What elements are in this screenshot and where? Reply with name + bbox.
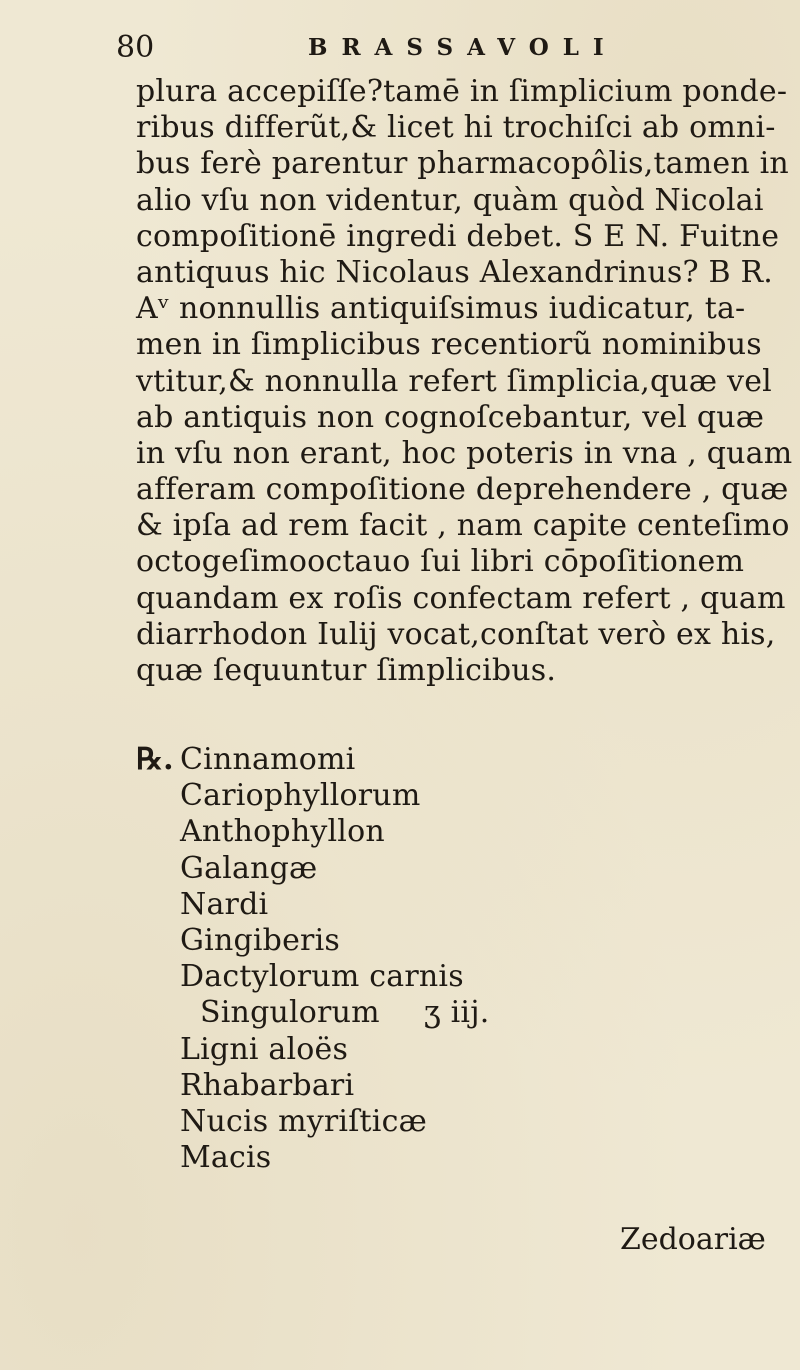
recipe-symbol: ℞.	[136, 742, 174, 777]
recipe-ingredient: Gingiberis	[180, 922, 340, 958]
recipe-ingredient: Ligni aloës	[180, 1031, 349, 1067]
text-line: quandam ex roſis confectam refert , quam	[136, 580, 786, 616]
text-line: alio vſu non videntur, quàm quòd Nicolai	[136, 182, 764, 218]
text-line: quæ ſequuntur ſimplicibus.	[136, 653, 557, 688]
recipe-quantity-line	[136, 995, 636, 1031]
recipe-ingredient: Nucis myriſticæ	[180, 1103, 427, 1139]
recipe-ingredient: Rhabarbari	[180, 1067, 355, 1103]
text-line: bus ferè parentur pharmacopôlis,tamen in	[136, 146, 789, 182]
page-header	[116, 28, 676, 68]
recipe-ingredient: Galangæ	[180, 850, 318, 886]
recipe-ingredient: Anthophyllon	[180, 814, 385, 850]
recipe-first-line	[136, 742, 636, 778]
text-line: afferam compoſitione deprehendere , quæ	[136, 472, 789, 508]
text-line: octogeſimooctauo ſui libri cōpoſitionem	[136, 544, 745, 580]
text-line: antiquus hic Nicolaus Alexandrinus? B R.	[136, 254, 773, 290]
recipe-ingredient: Macis	[180, 1140, 272, 1176]
recipe-ingredient: Cariophyllorum	[180, 778, 421, 814]
recipe-list	[136, 742, 636, 1176]
body-text	[136, 74, 793, 689]
catchword: Zedoariæ	[620, 1222, 766, 1257]
text-line: Aᵛ nonnullis antiquiſsimus iudicatur, ta-	[136, 291, 746, 327]
text-line: vtitur,& nonnulla refert ſimplicia,quæ vel	[136, 363, 772, 399]
text-line: compoſitionē ingredi debet. S E N. Fuitne	[136, 218, 780, 254]
recipe-ingredient: Nardi	[180, 886, 269, 922]
quantity-value: ʒ iij.	[423, 995, 490, 1031]
text-line: ribus differũt,& licet hi trochiſci ab omni-	[136, 110, 776, 146]
text-line: ab antiquis non cognoſcebantur, vel quæ	[136, 399, 765, 435]
text-line: in vſu non erant, hoc poteris in vna , quam	[136, 435, 793, 471]
text-line: men in ſimplicibus recentiorũ nominibus	[136, 327, 762, 363]
page-number: 80	[116, 30, 155, 65]
running-head: BRASSAVOLI	[308, 34, 618, 61]
text-line: & ipſa ad rem facit , nam capite centeſimo	[136, 508, 790, 544]
recipe-ingredient: Cinnamomi	[180, 742, 356, 777]
text-line: diarrhodon Iulij vocat,conſtat verò ex his,	[136, 616, 776, 652]
singulorum-label: Singulorum	[200, 995, 380, 1031]
text-line: plura accepiſſe?tamē in ſimplicium ponde-	[136, 74, 788, 109]
recipe-ingredient: Dactylorum carnis	[180, 959, 464, 995]
